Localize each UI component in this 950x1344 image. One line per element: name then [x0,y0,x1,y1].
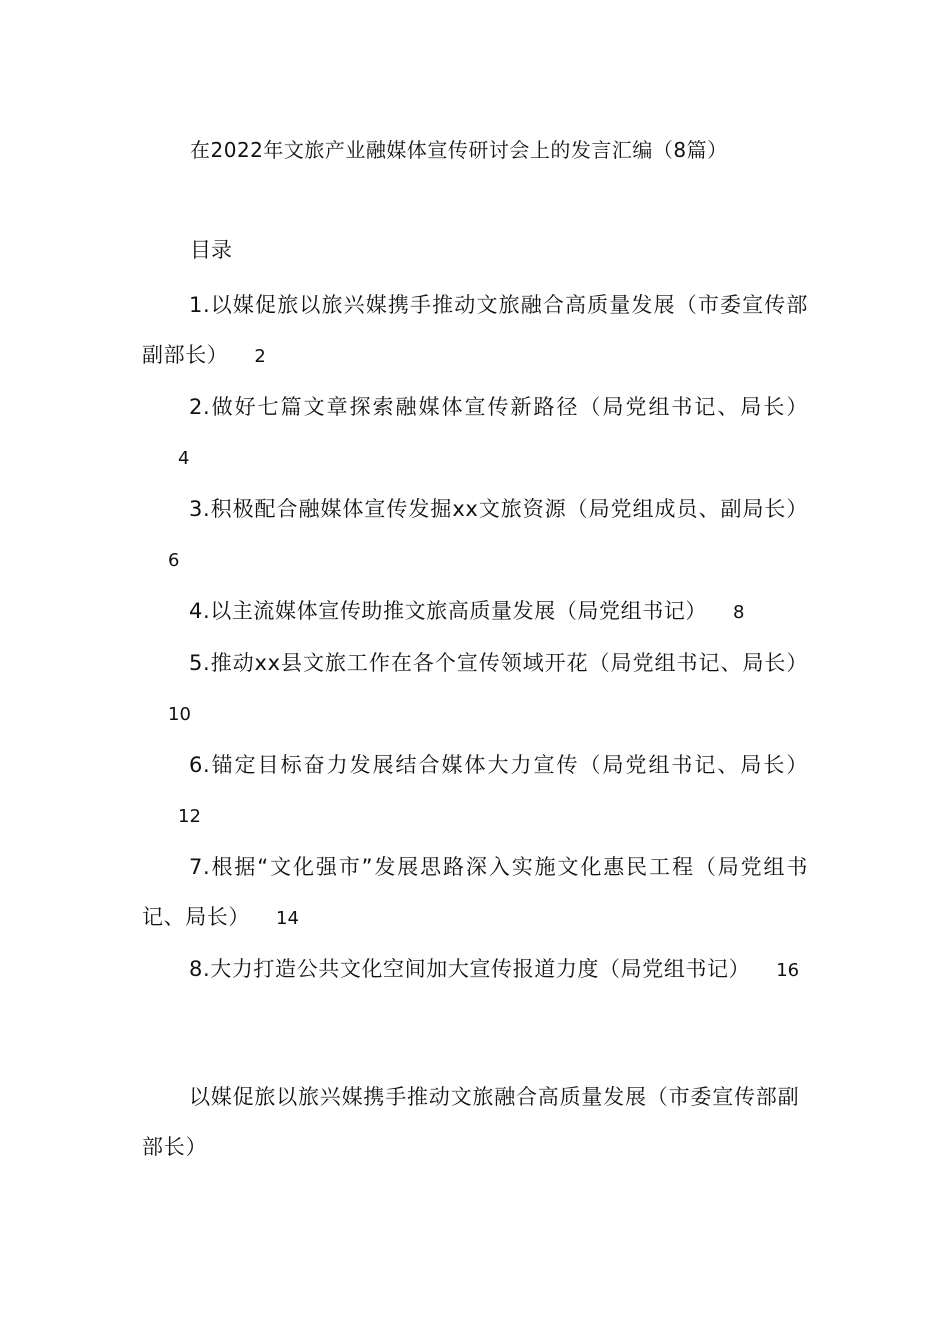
toc-entry-title: 6.锚定目标奋力发展结合媒体大力宣传（局党组书记、局长） [189,753,808,777]
toc-entry-2[interactable] [142,382,808,484]
toc-entry-title: 2.做好七篇文章探索融媒体宣传新路径（局党组书记、局长） [189,395,808,419]
toc-entry-8[interactable] [142,944,808,996]
toc-entry-4[interactable] [142,586,808,638]
toc-entry-3[interactable] [142,484,808,586]
toc-entry-title: 5.推动xx县文旅工作在各个宣传领域开花（局党组书记、局长） [189,651,808,675]
toc-page-number: 4 [178,448,190,469]
table-of-contents [142,280,808,996]
toc-entry-title: 8.大力打造公共文化空间加大宣传报道力度（局党组书记） [189,957,751,981]
toc-entry-6[interactable] [142,740,808,842]
toc-entry-title: 3.积极配合融媒体宣传发掘xx文旅资源（局党组成员、副局长） [189,497,808,521]
toc-page-number: 12 [178,806,201,827]
toc-page-number: 6 [168,550,180,571]
toc-entry-title: 4.以主流媒体宣传助推文旅高质量发展（局党组书记） [189,599,708,623]
section-heading: 以媒促旅以旅兴媒携手推动文旅融合高质量发展（市委宣传部副部长） [142,1085,800,1159]
toc-entry-7[interactable] [142,842,808,944]
toc-page-number: 8 [733,602,745,623]
toc-page-number: 2 [254,346,266,367]
toc-entry-5[interactable] [142,638,808,740]
toc-entry-1[interactable] [142,280,808,382]
toc-page-number: 16 [776,960,800,981]
document-title: 在2022年文旅产业融媒体宣传研讨会上的发言汇编（8篇） [190,138,728,162]
toc-entry-title: 7.根据“文化强市”发展思路深入实施文化惠民工程（局党组书记、局长） [142,855,808,929]
toc-heading: 目录 [190,238,232,262]
toc-page-number: 10 [168,704,191,725]
toc-entry-title: 1.以媒促旅以旅兴媒携手推动文旅融合高质量发展（市委宣传部副部长） [142,293,808,367]
toc-page-number: 14 [276,908,299,929]
